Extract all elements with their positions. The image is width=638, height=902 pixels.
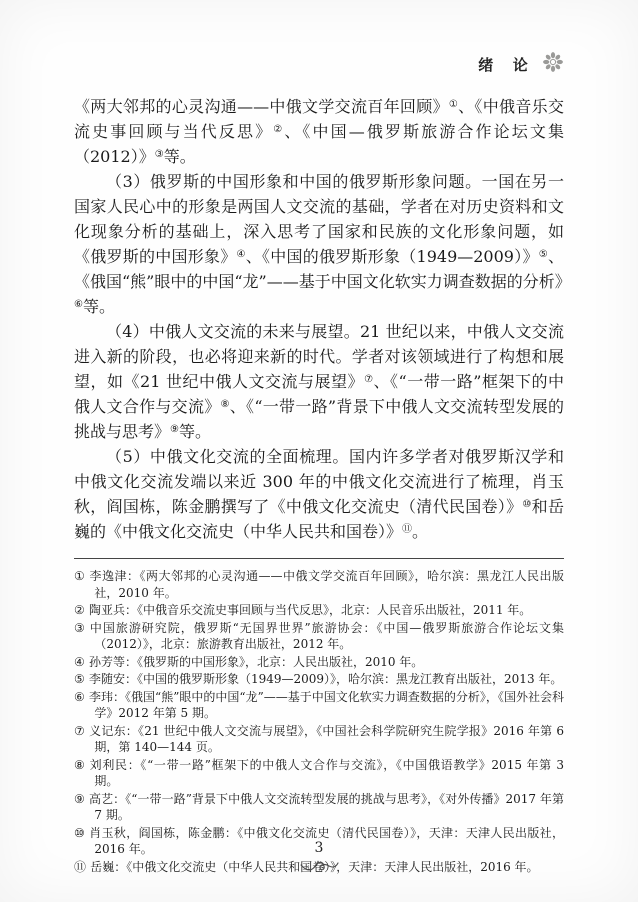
footnote-ref: ⑦ (364, 374, 374, 385)
footnote-marker: ⑪ (74, 859, 87, 874)
footnote-ref: ④ (236, 249, 246, 260)
body-paragraph: （4）中俄人文交流的未来与展望。21 世纪以来，中俄人文交流进入新的阶段，也必将迎来新的时代。学者对该领域进行了构想和展望，如《21 世纪中俄人文交流与展望》⑦、《“一带一路”框架下的中俄人文合作与交流》⑧、《“一带一路”背景下中俄人文交流转型发展的挑战与思考》⑨等。 (74, 322, 564, 441)
footnote-text: 李逸津：《两大邻邦的心灵沟通——中俄文学交流百年回顾》，哈尔滨：黑龙江人民出版社，2010 年。 (89, 569, 564, 600)
footnote-ref: ⑪ (402, 524, 413, 535)
footnote-marker: ① (74, 569, 86, 583)
body-paragraph: （5）中俄文化交流的全面梳理。国内许多学者对俄罗斯汉学和中俄文化交流发端以来近 300 年的中俄文化交流进行了梳理，肖玉秋，阎国栋，陈金鹏撰写了《中俄文化交流史（清代民国卷）》⑩和岳巍的《中俄文化交流史（中华人民共和国卷）》⑪。 (74, 447, 564, 541)
footnote-item (74, 620, 564, 653)
rosette-ornament-icon (542, 51, 564, 77)
footnote-ref: ⑤ (538, 249, 548, 260)
footnote-separator (74, 558, 564, 559)
footnote-marker: ⑦ (74, 723, 85, 738)
page-header (74, 50, 564, 78)
body-text (74, 94, 571, 544)
footnote-text: 中国旅游研究院，俄罗斯“无国界世界”旅游协会：《中国—俄罗斯旅游合作论坛文集（2012）》，北京：旅游教育出版社，2012 年。 (89, 620, 564, 651)
footnote-text: 肖玉秋，阎国栋，陈金鹏：《中俄文化交流史（清代民国卷）》，天津：天津人民出版社，2016 年。 (89, 825, 564, 856)
footnote-item (74, 568, 564, 601)
footnote-ref: ⑧ (220, 399, 230, 410)
footnote-ref: ① (448, 99, 459, 110)
footnote-text: 李玮：《俄国“熊”眼中的中国“龙”——基于中国文化软实力调查数据的分析》，《国外社会科学》2012 年第 5 期。 (88, 689, 564, 720)
footnote-item (74, 757, 564, 790)
footnote-text: 岳巍：《中俄文化交流史（中华人民共和国卷）》，天津：天津人民出版社，2016 年。 (90, 859, 539, 874)
footnote-marker: ⑧ (74, 757, 86, 772)
body-paragraph: （3）俄罗斯的中国形象和中国的俄罗斯形象问题。一国在另一国家人民心中的形象是两国人文交流的基础，学者在对历史资料和文化现象分析的基础上，深入思考了国家和民族的文化形象问题，如《俄罗斯的中国形象》④、《中国的俄罗斯形象（1949—2009）》⑤、《俄国“熊”眼中的中国“龙”——基于中国文化软实力调查数据的分析》⑥等。 (74, 172, 571, 316)
body-paragraph: 《两大邻邦的心灵沟通——中俄文学交流百年回顾》①、《中俄音乐交流史事回顾与当代反思》②、《中国—俄罗斯旅游合作论坛文集（2012）》③等。 (74, 97, 564, 166)
footnote-item (74, 671, 564, 688)
footnote-text: 高艺：《“一带一路”背景下中俄人文交流转型发展的挑战与思考》，《对外传播》2017 年第 7 期。 (89, 791, 564, 822)
footnote-item (74, 791, 564, 824)
chapter-title: 绪 论 (478, 55, 530, 74)
footnote-marker: ⑩ (74, 825, 86, 840)
footnote-ref: ⑥ (74, 299, 83, 310)
footnote-item (74, 689, 564, 722)
footnote-text: 义记东：《21 世纪中俄人文交流与展望》，《中国社会科学院研究生院学报》2016 年第 6 期，第 140—144 页。 (89, 723, 564, 754)
footnote-item (74, 723, 564, 756)
footnote-ref: ⑨ (170, 424, 179, 435)
page-number: 3 (314, 840, 324, 856)
page-footer (0, 840, 638, 880)
footnotes (74, 568, 564, 875)
footnote-text: 陶亚兵：《中俄音乐交流史事回顾与当代反思》，北京：人民音乐出版社，2011 年。 (88, 603, 532, 617)
flourish-icon (298, 858, 340, 880)
footnote-marker: ④ (74, 654, 85, 669)
footnote-marker: ② (74, 603, 85, 617)
footnote-ref: ⑩ (522, 499, 532, 510)
footnote-marker: ⑤ (74, 672, 85, 686)
footnote-text: 李随安：《中国的俄罗斯形象（1949—2009）》，哈尔滨：黑龙江教育出版社，2013 年。 (88, 672, 563, 686)
footnote-marker: ⑨ (74, 791, 85, 806)
footnote-item (74, 654, 564, 671)
footnote-marker: ⑥ (74, 689, 85, 704)
footnote-text: 孙芳等：《俄罗斯的中国形象》，北京：人民出版社，2010 年。 (88, 654, 424, 669)
footnote-ref: ② (273, 124, 285, 135)
footnote-item (74, 602, 564, 619)
footnote-text: 刘利民：《“一带一路”框架下的中俄人文合作与交流》，《中国俄语教学》2015 年第 3 期。 (89, 757, 564, 788)
footnote-marker: ③ (74, 620, 86, 635)
footnote-ref: ③ (154, 149, 164, 160)
